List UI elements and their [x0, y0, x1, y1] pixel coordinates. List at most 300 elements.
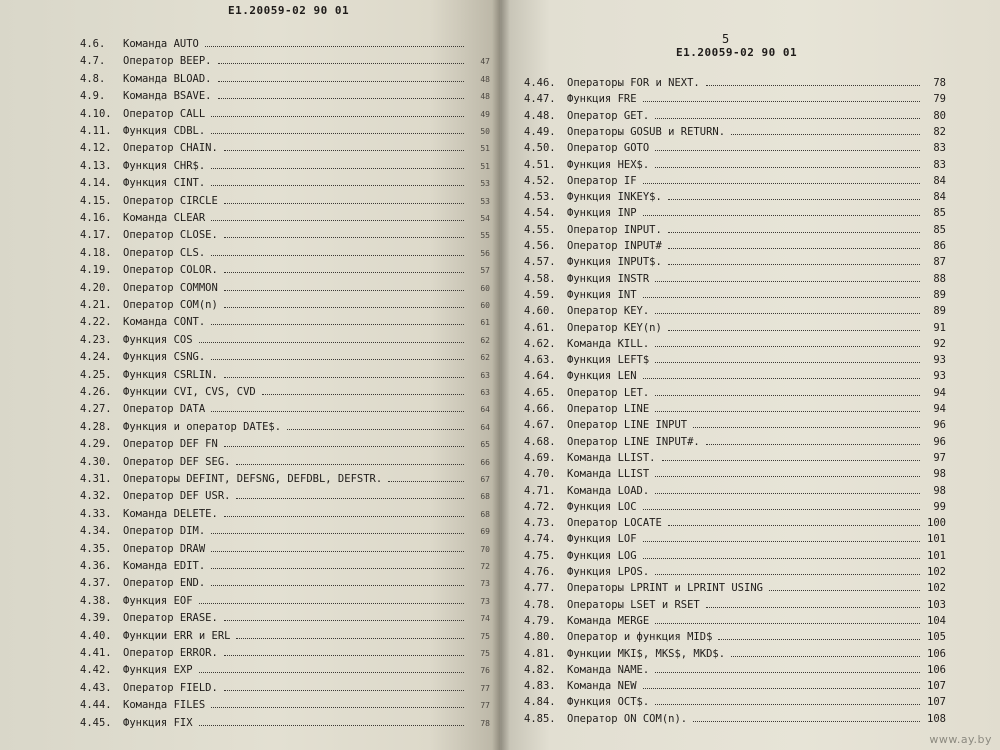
toc-entry-number: 4.16. [80, 212, 112, 224]
toc-entry [80, 160, 490, 176]
toc-entry-number: 4.64. [524, 370, 556, 383]
toc-entry [524, 273, 946, 289]
toc-dot-leader [211, 567, 464, 569]
toc-entry-title: Функция INP [567, 207, 637, 220]
toc-entry [524, 436, 946, 452]
toc-entry-page: 82 [933, 125, 946, 138]
toc-entry [80, 490, 490, 506]
toc-entry-title: Оператор ERASE. [123, 612, 218, 625]
toc-entry-page: 96 [933, 435, 946, 448]
toc-entry-number: 4.69. [524, 451, 556, 464]
toc-entry-page: 78 [480, 718, 490, 728]
toc-entry-title: Оператор DEF USR. [123, 490, 231, 503]
toc-entry-page: 86 [933, 240, 946, 252]
toc-entry-number: 4.10. [80, 107, 112, 120]
toc-entry-number: 4.53. [524, 191, 556, 204]
toc-entry [524, 582, 946, 598]
toc-entry-title: Команда CONT. [123, 316, 206, 329]
toc-entry [80, 351, 490, 367]
toc-dot-leader [655, 622, 920, 624]
toc-entry-title: Оператор ERROR. [123, 647, 218, 659]
toc-entry-page: 75 [480, 631, 490, 641]
toc-entry-title: Функция LEN [567, 370, 637, 383]
toc-entry-number: 4.76. [524, 566, 556, 578]
toc-entry [80, 247, 490, 263]
toc-entry-page: 83 [933, 142, 946, 155]
left-page-header: E1.20059-02 90 01 [228, 4, 350, 17]
toc-entry-title: Оператор COM(n) [123, 299, 218, 311]
toc-entry-number: 4.55. [524, 223, 556, 236]
toc-entry [80, 299, 490, 315]
toc-dot-leader [224, 271, 464, 273]
toc-entry-number: 4.17. [80, 229, 112, 242]
toc-dot-leader [718, 638, 920, 640]
toc-entry-number: 4.54. [524, 207, 556, 220]
toc-entry-page: 98 [933, 468, 946, 481]
toc-dot-leader [211, 532, 464, 534]
toc-entry [524, 696, 946, 712]
toc-dot-leader [287, 428, 464, 430]
toc-entry [524, 207, 946, 223]
toc-dot-leader [218, 80, 464, 82]
toc-entry-number: 4.59. [524, 288, 556, 301]
toc-entry-number: 4.34. [80, 525, 112, 538]
toc-dot-leader [693, 720, 920, 722]
toc-entry-page: 101 [927, 533, 946, 546]
toc-entry-page: 69 [480, 527, 490, 537]
toc-dot-leader [224, 236, 464, 238]
toc-entry-number: 4.33. [80, 507, 112, 520]
toc-entry-number: 4.80. [524, 631, 556, 644]
toc-entry-number: 4.47. [524, 93, 556, 106]
toc-dot-leader [643, 182, 920, 184]
toc-entry [524, 305, 946, 321]
toc-entry [524, 240, 946, 256]
toc-dot-leader [706, 443, 920, 445]
toc-entry [524, 615, 946, 631]
toc-entry-title: Оператор LINE [567, 403, 650, 415]
toc-entry-page: 108 [927, 712, 946, 725]
toc-entry [524, 517, 946, 533]
toc-entry-title: Оператор IF [567, 174, 637, 187]
toc-entry [80, 717, 490, 733]
toc-entry-page: 63 [480, 388, 490, 397]
toc-entry-page: 78 [933, 77, 946, 89]
toc-dot-leader [655, 475, 920, 477]
toc-entry-number: 4.32. [80, 490, 112, 503]
toc-entry [524, 419, 946, 435]
toc-entry-page: 97 [933, 451, 946, 464]
toc-entry-title: Команда BSAVE. [123, 90, 212, 103]
toc-entry-number: 4.40. [80, 629, 112, 642]
toc-entry-number: 4.72. [524, 500, 556, 513]
toc-entry-number: 4.11. [80, 125, 112, 137]
toc-dot-leader [668, 198, 920, 200]
toc-entry-page: 92 [933, 337, 946, 350]
toc-dot-leader [655, 703, 920, 705]
toc-entry-number: 4.26. [80, 386, 112, 398]
right-page-number: 5 [722, 32, 730, 46]
toc-entry-number: 4.38. [80, 594, 112, 607]
toc-entry-title: Оператор LINE INPUT [567, 419, 688, 432]
toc-dot-leader [655, 345, 920, 347]
toc-dot-leader [655, 410, 920, 412]
toc-entry [524, 631, 946, 647]
toc-entry [524, 126, 946, 142]
toc-entry-page: 77 [480, 701, 490, 711]
toc-dot-leader [224, 202, 464, 204]
toc-entry-title: Оператор COLOR. [123, 264, 218, 277]
toc-entry-number: 4.70. [524, 468, 556, 481]
toc-entry-page: 107 [927, 680, 946, 693]
toc-entry [80, 456, 490, 472]
toc-entry-page: 102 [927, 582, 946, 595]
toc-entry-number: 4.28. [80, 420, 112, 433]
toc-dot-leader [643, 214, 920, 216]
toc-dot-leader [668, 263, 920, 265]
toc-entry [80, 612, 490, 628]
toc-entry-page: 94 [933, 386, 946, 399]
toc-entry-title: Функция CDBL. [123, 125, 206, 137]
toc-entry [80, 699, 490, 715]
book-gutter [492, 0, 510, 750]
toc-dot-leader [643, 296, 920, 298]
toc-entry-title: Функция LOF [567, 533, 637, 546]
toc-entry [524, 289, 946, 305]
toc-entry-number: 4.63. [524, 354, 556, 367]
toc-dot-leader [693, 426, 920, 428]
toc-entry-page: 68 [480, 509, 490, 519]
toc-entry-number: 4.71. [524, 484, 556, 497]
toc-entry-title: Оператор END. [123, 577, 206, 590]
toc-entry-page: 57 [480, 266, 490, 276]
toc-dot-leader [655, 492, 920, 494]
toc-entry-number: 4.62. [524, 337, 556, 350]
toc-entry-title: Оператор и функция MID$ [567, 631, 713, 644]
toc-entry [524, 159, 946, 175]
toc-entry [524, 680, 946, 696]
toc-dot-leader [211, 167, 464, 169]
toc-entry-page: 99 [933, 500, 946, 513]
toc-entry-page: 60 [480, 283, 490, 293]
toc-entry-page: 94 [933, 403, 946, 415]
toc-entry [524, 387, 946, 403]
toc-entry-number: 4.79. [524, 614, 556, 627]
toc-dot-leader [643, 687, 920, 689]
toc-dot-leader [668, 524, 920, 526]
toc-dot-leader [211, 410, 464, 412]
toc-entry-number: 4.14. [80, 177, 112, 190]
toc-dot-leader [731, 655, 920, 657]
toc-entry-title: Операторы DEFINT, DEFSNG, DEFDBL, DEFSTR. [123, 473, 383, 485]
toc-entry-page: 106 [927, 663, 946, 676]
toc-entry-title: Операторы LPRINT и LPRINT USING [567, 582, 763, 595]
toc-entry [80, 142, 490, 158]
toc-entry-page: 48 [480, 92, 490, 102]
toc-dot-leader [211, 219, 464, 221]
toc-entry [80, 664, 490, 680]
toc-dot-leader [211, 706, 464, 708]
toc-entry [524, 354, 946, 370]
toc-dot-leader [199, 671, 464, 673]
toc-entry-title: Операторы LSET и RSET [567, 598, 700, 611]
toc-dot-leader [655, 166, 920, 168]
toc-entry-title: Функция LOC [567, 500, 637, 513]
toc-entry-page: 70 [480, 544, 490, 554]
toc-dot-leader [769, 589, 920, 591]
toc-dot-leader [655, 394, 920, 396]
toc-entry-page: 68 [480, 492, 490, 502]
toc-entry-title: Команда KILL. [567, 337, 650, 350]
toc-entry-number: 4.61. [524, 321, 556, 334]
toc-dot-leader [655, 117, 920, 119]
toc-dot-leader [731, 133, 920, 135]
toc-entry-number: 4.48. [524, 109, 556, 122]
toc-entry-page: 80 [933, 109, 946, 122]
toc-entry [524, 468, 946, 484]
toc-entry-title: Функция OCT$. [567, 696, 650, 709]
toc-dot-leader [224, 654, 464, 656]
toc-entry [80, 386, 490, 402]
toc-entry-page: 89 [933, 288, 946, 301]
toc-dot-leader [199, 724, 464, 726]
toc-dot-leader [224, 149, 464, 151]
toc-entry-title: Оператор CALL [123, 107, 206, 120]
toc-entry-page: 85 [933, 207, 946, 220]
toc-entry-title: Команда CLEAR [123, 212, 206, 224]
toc-entry-number: 4.27. [80, 403, 112, 416]
toc-dot-leader [262, 393, 464, 395]
toc-dot-leader [643, 100, 920, 102]
toc-entry-number: 4.73. [524, 517, 556, 530]
toc-entry-title: Функция INT [567, 288, 637, 301]
toc-dot-leader [643, 508, 920, 510]
toc-entry [80, 264, 490, 280]
toc-entry-number: 4.65. [524, 386, 556, 399]
toc-entry [524, 77, 946, 93]
toc-entry-title: Команда LLIST [567, 468, 650, 481]
toc-dot-leader [199, 602, 464, 604]
toc-entry-number: 4.68. [524, 435, 556, 448]
toc-dot-leader [706, 606, 920, 608]
toc-entry-page: 62 [480, 335, 490, 345]
toc-entry [80, 560, 490, 576]
toc-dot-leader [655, 149, 920, 151]
toc-entry-title: Функция HEX$. [567, 158, 650, 171]
toc-entry [524, 322, 946, 338]
toc-entry-number: 4.60. [524, 305, 556, 318]
toc-entry-title: Оператор DEF FN [123, 438, 218, 451]
toc-entry-title: Функции CVI, CVS, CVD [123, 386, 256, 398]
toc-entry-page: 51 [480, 144, 490, 154]
toc-entry-title: Оператор GOTO [567, 142, 650, 155]
toc-entry-title: Команда LLIST. [567, 451, 656, 464]
toc-entry-title: Оператор LET. [567, 386, 650, 399]
toc-entry [80, 316, 490, 332]
toc-entry-page: 104 [927, 614, 946, 627]
toc-entry-title: Команда FILES [123, 699, 206, 712]
toc-entry-title: Функция INPUT$. [567, 256, 662, 269]
toc-entry-page: 93 [933, 370, 946, 383]
toc-entry-number: 4.52. [524, 174, 556, 187]
toc-entry-page: 55 [480, 231, 490, 241]
toc-entry [80, 125, 490, 141]
toc-entry [524, 452, 946, 468]
toc-entry [524, 93, 946, 109]
toc-entry-page: 107 [927, 696, 946, 709]
toc-entry [80, 38, 490, 54]
toc-entry [524, 648, 946, 664]
toc-dot-leader [388, 480, 464, 482]
toc-entry-page: 73 [480, 579, 490, 589]
toc-dot-leader [224, 689, 464, 691]
toc-entry-page: 62 [480, 353, 490, 363]
toc-entry-page: 47 [480, 57, 490, 67]
toc-entry-title: Оператор BEEP. [123, 55, 212, 68]
toc-entry-title: Оператор DEF SEG. [123, 455, 231, 468]
toc-entry-page: 76 [480, 666, 490, 676]
toc-dot-leader [211, 115, 464, 117]
toc-dot-leader [668, 329, 920, 331]
toc-entry-number: 4.84. [524, 696, 556, 709]
toc-entry-number: 4.85. [524, 712, 556, 725]
toc-entry [524, 191, 946, 207]
toc-dot-leader [236, 463, 464, 465]
toc-entry-number: 4.37. [80, 577, 112, 590]
toc-entry-number: 4.36. [80, 560, 112, 572]
toc-dot-leader [211, 184, 464, 186]
toc-entry-page: 64 [480, 422, 490, 432]
toc-entry-number: 4.81. [524, 647, 556, 660]
toc-entry-title: Оператор CLS. [123, 246, 206, 259]
toc-dot-leader [224, 515, 464, 517]
toc-entry-page: 83 [933, 158, 946, 171]
toc-entry [524, 142, 946, 158]
toc-entry-number: 4.12. [80, 142, 112, 155]
toc-entry-number: 4.82. [524, 663, 556, 676]
toc-entry [80, 543, 490, 559]
toc-entry-page: 91 [933, 321, 946, 334]
toc-entry-number: 4.20. [80, 281, 112, 294]
toc-entry [524, 338, 946, 354]
toc-entry-title: Функция INKEY$. [567, 191, 662, 204]
toc-entry-title: Оператор DRAW [123, 542, 206, 555]
toc-entry-title: Функция EOF [123, 594, 193, 607]
toc-entry [80, 195, 490, 211]
toc-entry [524, 550, 946, 566]
toc-entry-page: 66 [480, 457, 490, 467]
toc-entry [524, 175, 946, 191]
toc-entry-title: Команда EDIT. [123, 560, 206, 572]
toc-entry [524, 403, 946, 419]
toc-entry-title: Функции MKI$, MKS$, MKD$. [567, 647, 726, 660]
toc-entry-number: 4.67. [524, 419, 556, 432]
toc-dot-leader [205, 45, 464, 47]
toc-entry-number: 4.57. [524, 256, 556, 269]
toc-entry [524, 713, 946, 729]
toc-entry-title: Операторы GOSUB и RETURN. [567, 125, 726, 138]
toc-dot-leader [224, 619, 464, 621]
toc-dot-leader [662, 459, 920, 461]
toc-entry-number: 4.8. [80, 72, 106, 85]
toc-entry [80, 177, 490, 193]
toc-entry-number: 4.24. [80, 351, 112, 364]
toc-entry-number: 4.18. [80, 246, 112, 259]
toc-entry [80, 73, 490, 89]
toc-dot-leader [655, 671, 920, 673]
toc-entry-page: 89 [933, 305, 946, 318]
toc-entry-number: 4.51. [524, 158, 556, 171]
toc-dot-leader [218, 97, 464, 99]
toc-dot-leader [706, 84, 920, 86]
toc-entry-title: Функция и оператор DATE$. [123, 420, 282, 433]
toc-entry-page: 84 [933, 174, 946, 187]
toc-dot-leader [211, 132, 464, 134]
toc-entry-page: 65 [480, 440, 490, 450]
toc-entry-number: 4.30. [80, 455, 112, 468]
toc-entry-page: 56 [480, 248, 490, 258]
toc-entry-page: 93 [933, 354, 946, 367]
toc-entry-number: 4.78. [524, 598, 556, 611]
toc-dot-leader [211, 584, 464, 586]
toc-entry [80, 595, 490, 611]
toc-entry-number: 4.19. [80, 264, 112, 277]
toc-entry-title: Оператор LINE INPUT#. [567, 435, 700, 448]
toc-dot-leader [211, 550, 464, 552]
toc-entry-number: 4.83. [524, 680, 556, 693]
toc-entry [80, 55, 490, 71]
toc-entry-title: Команда MERGE [567, 614, 650, 627]
toc-entry [80, 334, 490, 350]
toc-entry [80, 647, 490, 663]
toc-entry-title: Команда BLOAD. [123, 72, 212, 85]
toc-entry-page: 77 [480, 683, 490, 693]
toc-dot-leader [218, 62, 464, 64]
toc-entry-page: 73 [480, 596, 490, 606]
toc-entry-page: 64 [480, 405, 490, 415]
toc-entry-title: Оператор CLOSE. [123, 229, 218, 242]
toc-entry [80, 212, 490, 228]
toc-entry-title: Оператор LOCATE [567, 517, 662, 530]
toc-entry-number: 4.29. [80, 438, 112, 451]
toc-entry [524, 256, 946, 272]
toc-entry-number: 4.49. [524, 125, 556, 138]
toc-dot-leader [211, 358, 464, 360]
toc-entry [80, 577, 490, 593]
toc-entry-page: 61 [480, 318, 490, 328]
toc-entry-number: 4.58. [524, 272, 556, 285]
toc-entry-title: Функция CINT. [123, 177, 206, 190]
toc-entry [524, 566, 946, 582]
toc-entry [524, 224, 946, 240]
toc-entry-title: Оператор KEY. [567, 305, 650, 318]
toc-dot-leader [655, 361, 920, 363]
toc-entry-page: 87 [933, 256, 946, 269]
toc-entry-page: 60 [480, 301, 490, 310]
toc-entry-page: 98 [933, 484, 946, 497]
toc-entry [80, 282, 490, 298]
right-page-header: E1.20059-02 90 01 [676, 46, 798, 59]
toc-entry [80, 525, 490, 541]
toc-entry-page: 96 [933, 419, 946, 432]
toc-entry-title: Функция LPOS. [567, 566, 650, 578]
toc-dot-leader [236, 637, 464, 639]
toc-entry-number: 4.46. [524, 77, 556, 89]
toc-entry-number: 4.41. [80, 647, 112, 659]
toc-entry-title: Оператор FIELD. [123, 681, 218, 694]
toc-entry-number: 4.35. [80, 542, 112, 555]
toc-dot-leader [224, 376, 464, 378]
